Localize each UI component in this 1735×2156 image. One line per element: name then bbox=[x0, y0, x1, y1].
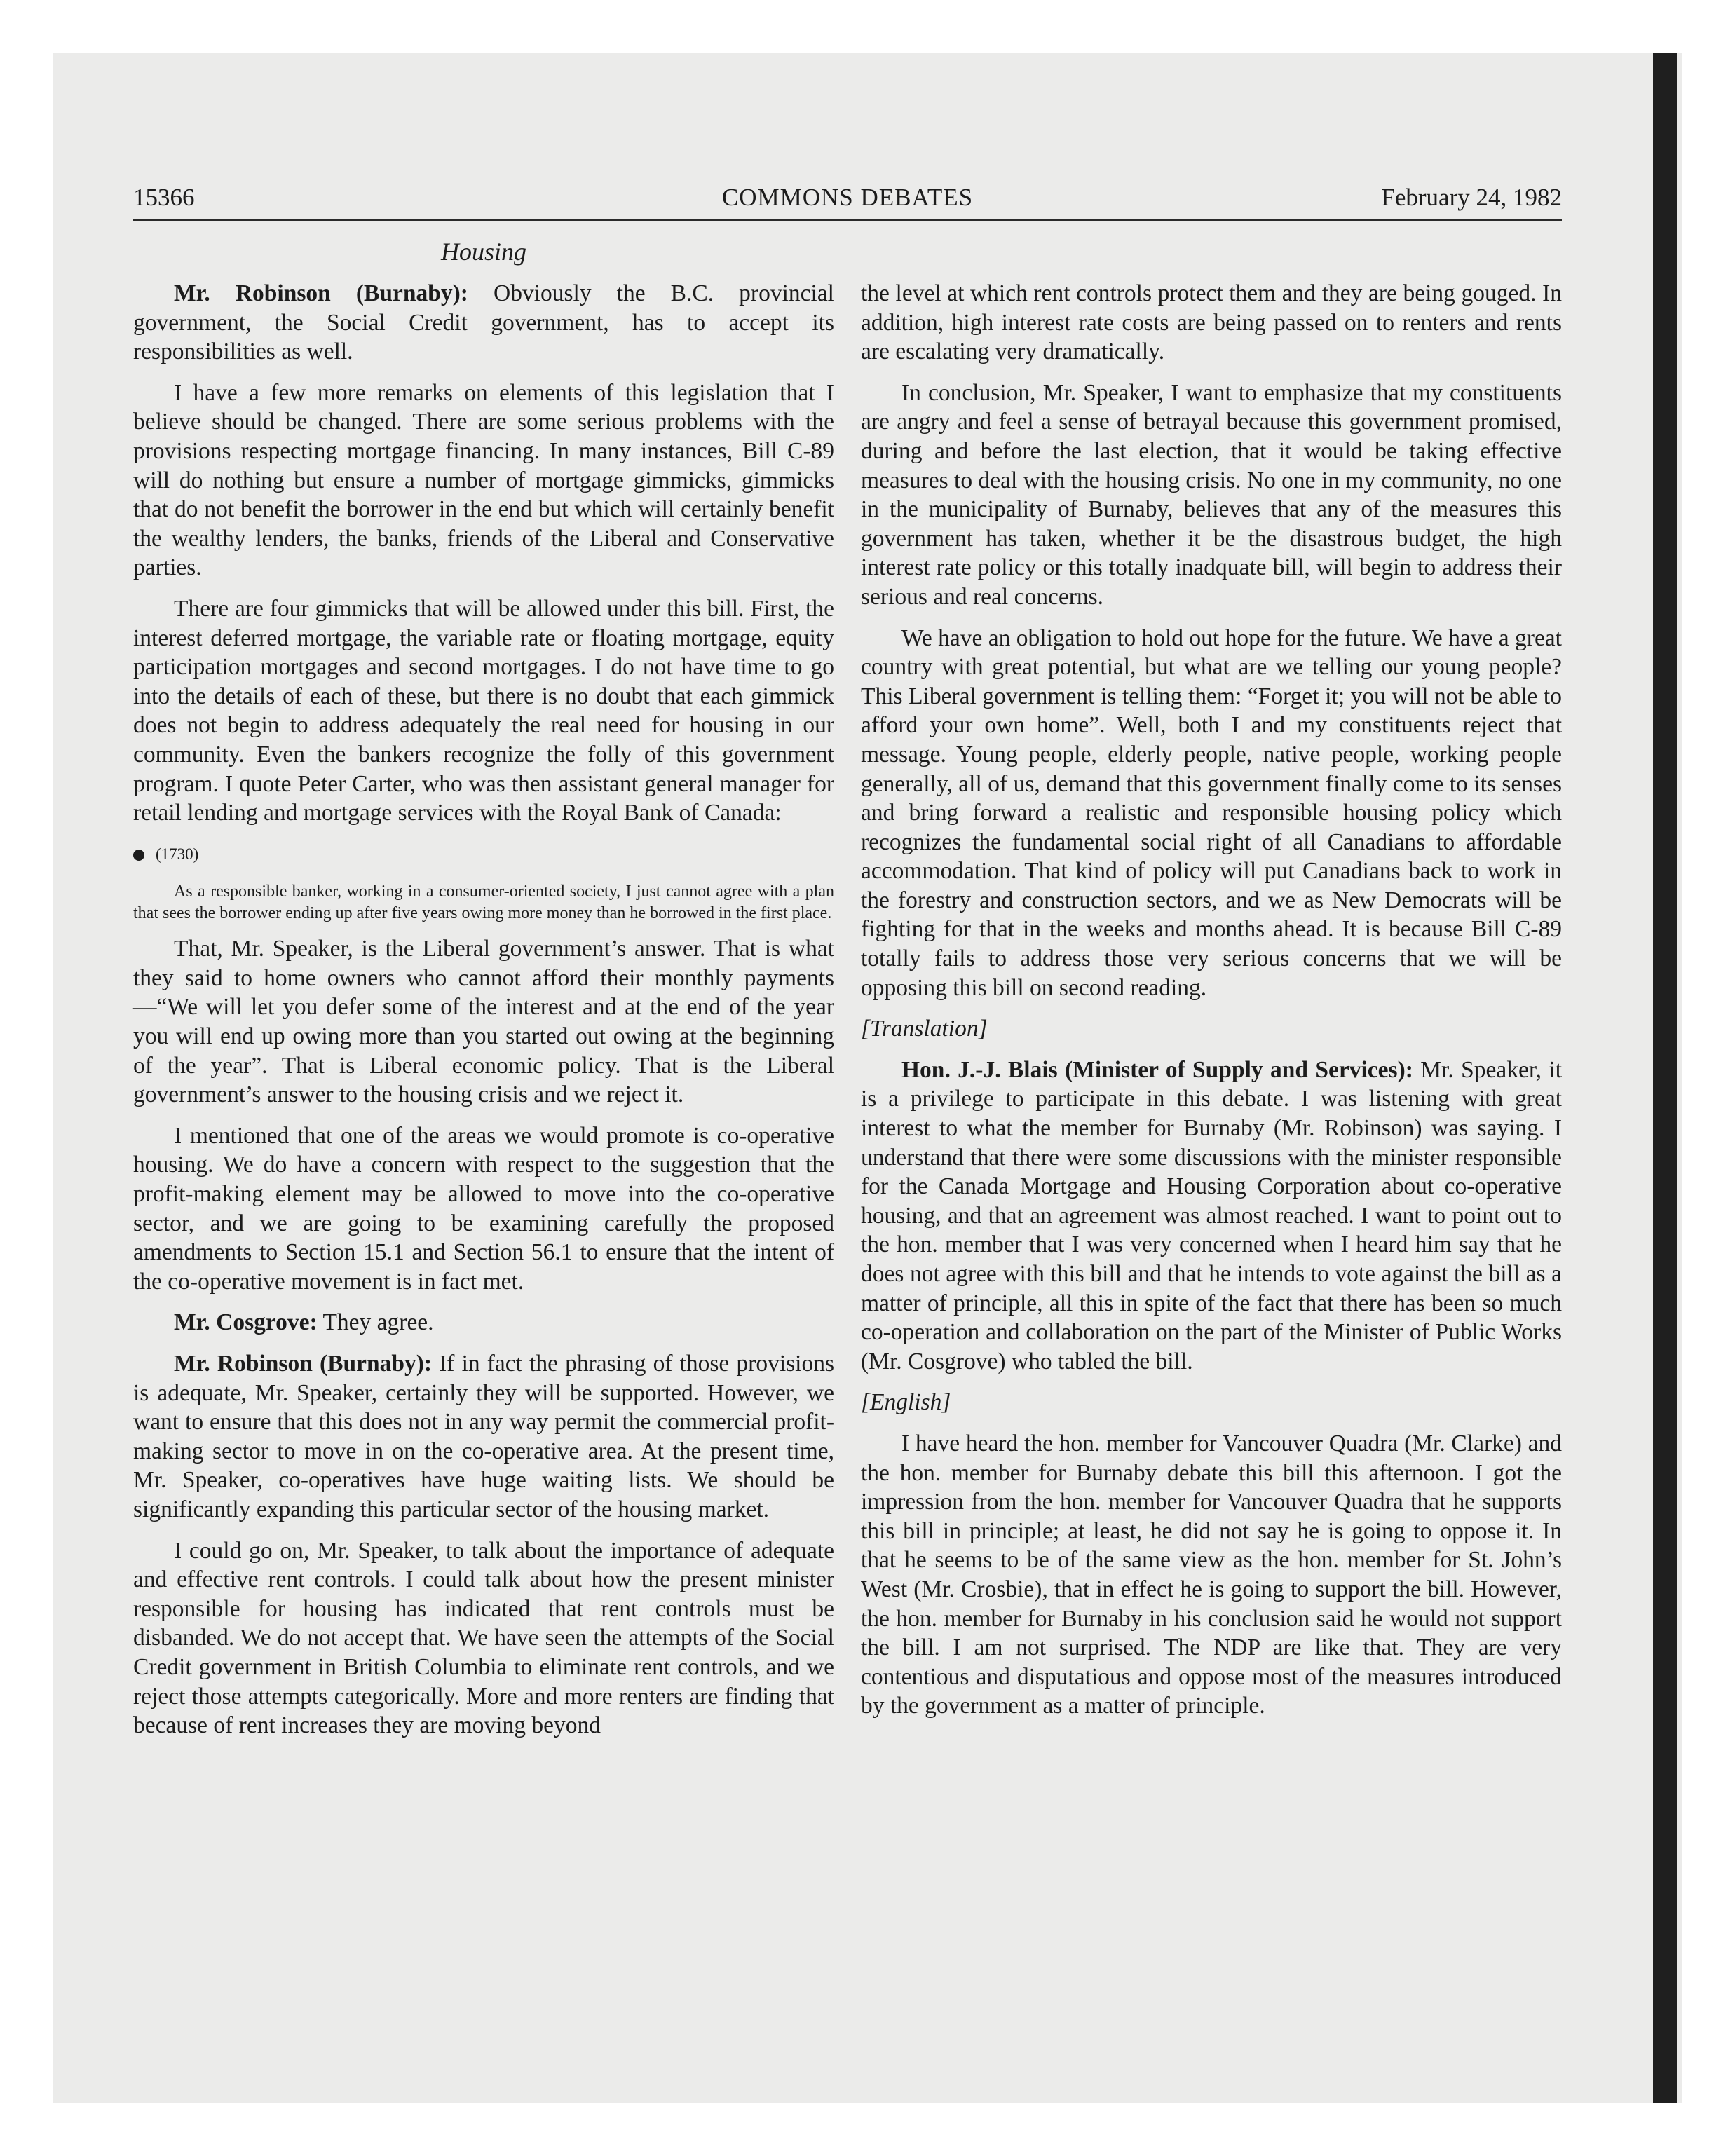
speech-text: Obviously the B.C. provincial government, the Social Credit government, has to accept its responsibilities as well. bbox=[133, 280, 834, 365]
paragraph bbox=[133, 1308, 834, 1337]
paragraph: There are four gimmicks that will be allowed under this bill. First, the interest deferred mortgage, the variable rate or floating mortgage, equity participation mortgages and second mortgages. I do not have time to go into the details of each of these, but there is no doubt that each gimmick does not begin to address adequately the real need for housing in our community. Even the bankers recognize the folly of this government program. I quote Peter Carter, who was then assistant general manager for retail lending and mortgage services with the Royal Bank of Canada: bbox=[133, 595, 834, 826]
publication-title: COMMONS DEBATES bbox=[721, 184, 974, 211]
translation-label: [Translation] bbox=[861, 1016, 988, 1042]
paragraph: In conclusion, Mr. Speaker, I want to emphasize that my constituents are angry and feel a sense of betrayal because this government promised, during and before the last election, that it would be taking effective measures to deal with the housing crisis. No one in my community, no one in the municipality of Burnaby, believes that any of the measures this government has taken, whether it be the disastrous budget, the high interest rate policy or this totally inadquate bill, will begin to address their serious and real concerns. bbox=[861, 379, 1562, 610]
section-heading: Housing bbox=[440, 238, 526, 266]
paragraph: We have an obligation to hold out hope for the future. We have a great country with great potential, but what are we telling our young people? This Liberal government is telling them: “Forget it; you will not be able to afford your own home”. Well, both I and my constituents reject that message. Young people, elderly people, native people, working people generally, all of us, demand that this government finally come to its senses and bring forward a realistic and responsible housing policy which recognizes the fundamental social right of all Canadians to affordable accommodation. That kind of policy will put Canadians back to work in the forestry and construction sectors, and we as New Democrats will be fighting for that in the weeks and months ahead. It is because Bill C-89 totally fails to address those very serious concerns that we will be opposing this bill on second reading. bbox=[861, 625, 1562, 1001]
speech-text: If in fact the phrasing of those provisions is adequate, Mr. Speaker, certainly they will be supported. However, we want to ensure that this does not in any way permit the commercial profit-making sector to move in on the co-operative area. At the present time, Mr. Speaker, co-operatives have huge waiting lists. We should be significantly expanding this particular sector of the housing market. bbox=[133, 1351, 835, 1522]
speech-text: Mr. Speaker, it is a privilege to participate in this debate. I was listening with great interest to what the member for Burnaby (Mr. Robinson) was saying. I understand that there were some discussions with the minister responsible for the Canada Mortgage and Housing Corporation about co-operative housing, and that an agreement was almost reached. I want to point out to the hon. member that I was very concerned when I heard him say that he does not agree with this bill and that he intends to vote against the bill as a matter of principle, all this in spite of the fact that there has been so much co-operation and collaboration on the part of the Minister of Public Works (Mr. Cosgrove) who tabled the bill. bbox=[861, 1056, 1562, 1374]
paragraph: the level at which rent controls protect them and they are being gouged. In addition, high interest rate costs are being passed on to renters and rents are escalating very dramatically. bbox=[861, 280, 1562, 365]
speaker-name: Mr. Robinson (Burnaby): bbox=[174, 1351, 433, 1377]
paragraph: I have heard the hon. member for Vancouver Quadra (Mr. Clarke) and the hon. member for Burnaby debate this bill this afternoon. I got the impression from the hon. member for Vancouver Quadra that he supports this bill in principle; at least, he did not say he is going to oppose it. In that he seems to be of the same view as the hon. member for St. John’s West (Mr. Crosbie), that in effect he is going to support the bill. However, the hon. member for Burnaby in his conclusion said he would not support the bill. I am not surprised. The NDP are like that. They are very contentious and disputatious and oppose most of the measures introduced by the government as a matter of principle. bbox=[861, 1430, 1562, 1719]
left-column bbox=[133, 279, 834, 1752]
block-quote: As a responsible banker, working in a consumer-oriented society, I just cannot agree with a plan that sees the borrower ending up after five years owing more money than he borrowed in the first place. bbox=[133, 882, 834, 923]
paragraph: I could go on, Mr. Speaker, to talk about the importance of adequate and effective rent controls. I could talk about how the present minister responsible for housing has indicated that rent controls must be disbanded. We do not accept that. We have seen the attempts of the Social Credit government in British Columbia to eliminate rent controls, and we reject those attempts categorically. More and more renters are finding that because of rent increases they are moving beyond bbox=[133, 1537, 834, 1739]
paragraph: That, Mr. Speaker, is the Liberal government’s answer. That is what they said to home owners who cannot afford their monthly payments—“We will let you defer some of the interest and at the end of the year you will end up owing more than you started out owing at the beginning of the year”. That is Liberal economic policy. That is the Liberal government’s answer to the housing crisis and we reject it. bbox=[133, 936, 834, 1108]
speaker-name: Mr. Cosgrove: bbox=[174, 1309, 318, 1336]
paragraph: I have a few more remarks on elements of this legislation that I believe should be changed. There are some serious problems with the provisions respecting mortgage financing. In many instances, Bill C-89 will do nothing but ensure a number of mortgage gimmicks, gimmicks that do not benefit the borrower in the end but which will certainly benefit the wealthy lenders, the banks, friends of the Liberal and Conservative parties. bbox=[133, 379, 834, 581]
bullet-icon bbox=[133, 850, 144, 861]
paragraph bbox=[861, 1056, 1562, 1377]
timestamp-marker bbox=[133, 840, 834, 869]
publication-date: February 24, 1982 bbox=[1381, 184, 1562, 211]
paragraph bbox=[133, 279, 834, 367]
right-column bbox=[861, 279, 1562, 1733]
speech-text: They agree. bbox=[317, 1309, 434, 1336]
timestamp: (1730) bbox=[156, 845, 199, 863]
paragraph: I mentioned that one of the areas we would promote is co-operative housing. We do have a concern with respect to the suggestion that the profit-making element may be allowed to move into the co-operative sector, and we are going to be examining carefully the proposed amendments to Section 15.1 and Section 56.1 to ensure that the intent of the co-operative movement is in fact met. bbox=[133, 1122, 834, 1295]
language-label: [English] bbox=[861, 1389, 951, 1416]
page-number: 15366 bbox=[133, 184, 195, 211]
speaker-name: Hon. J.-J. Blais (Minister of Supply and Services): bbox=[901, 1056, 1413, 1083]
scan-edge-shadow bbox=[1653, 53, 1677, 2103]
speaker-name: Mr. Robinson (Burnaby): bbox=[174, 280, 468, 306]
page-header bbox=[133, 181, 1562, 221]
paragraph bbox=[133, 1349, 834, 1524]
